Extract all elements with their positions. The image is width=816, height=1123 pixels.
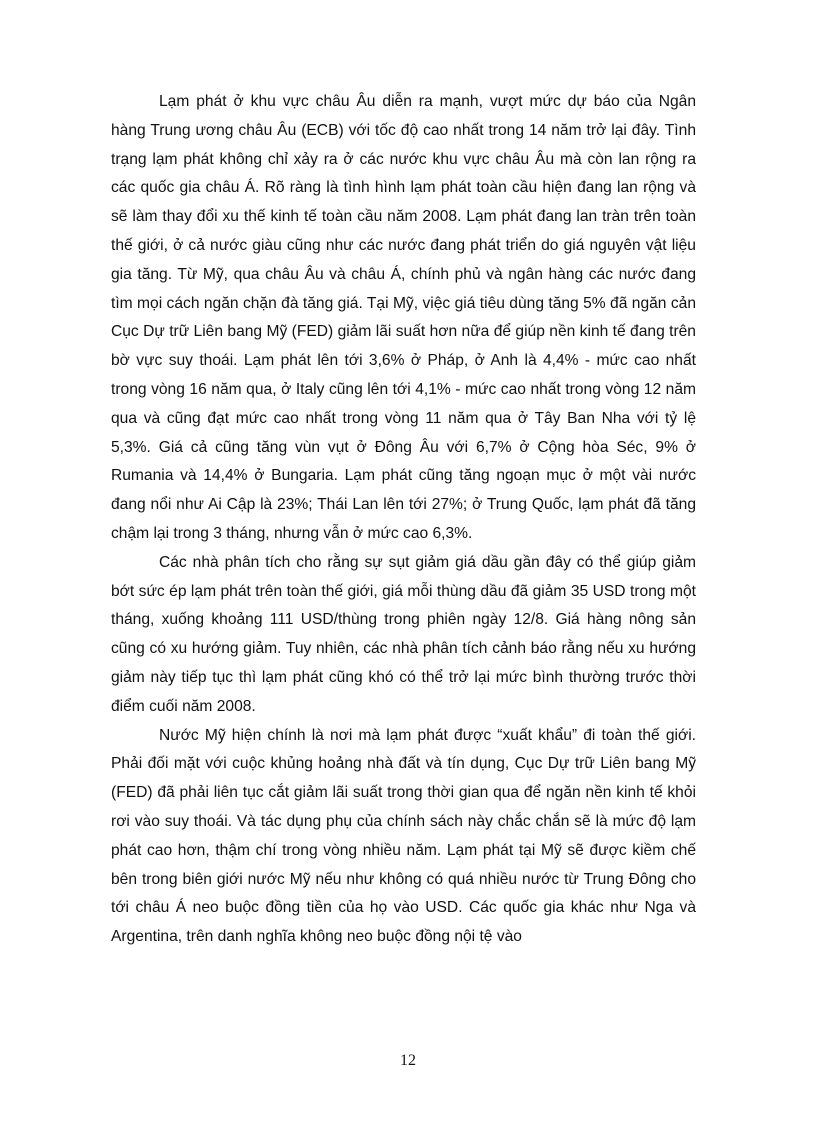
paragraph-3: Nước Mỹ hiện chính là nơi mà lạm phát được “xuất khẩu” đi toàn thế giới. Phải đối mặt với cuộc khủng hoảng nhà đất và tín dụng, Cục Dự trữ Liên bang Mỹ (FED) đã phải liên tục cắt giảm lãi suất trong thời gian qua để ngăn nền kinh tế khỏi rơi vào suy thoái. Và tác dụng phụ của chính sách này chắc chắn sẽ là mức độ lạm phát cao hơn, thậm chí trong vòng nhiều năm. Lạm phát tại Mỹ sẽ được kiềm chế bên trong biên giới nước Mỹ nếu như không có quá nhiều nước từ Trung Đông cho tới châu Á neo buộc đồng tiền của họ vào USD. Các quốc gia khác như Nga và Argentina, trên danh nghĩa không neo buộc đồng nội tệ vào: [111, 726, 696, 946]
paragraph-1: Lạm phát ở khu vực châu Âu diễn ra mạnh, vượt mức dự báo của Ngân hàng Trung ương châu Âu (ECB) với tốc độ cao nhất trong 14 năm trở lại đây. Tình trạng lạm phát không chỉ xảy ra ở các nước khu vực châu Âu mà còn lan rộng ra các quốc gia châu Á. Rõ ràng là tình hình lạm phát toàn cầu hiện đang lan rộng và sẽ làm thay đổi xu thế kinh tế toàn cầu năm 2008. Lạm phát đang lan tràn trên toàn thế giới, ở cả nước giàu cũng như các nước đang phát triển do giá nguyên vật liệu gia tăng. Từ Mỹ, qua châu Âu và châu Á, chính phủ và ngân hàng các nước đang tìm mọi cách ngăn chặn đà tăng giá. Tại Mỹ, việc giá tiêu dùng tăng 5% đã ngăn cản Cục Dự trữ Liên bang Mỹ (FED) giảm lãi suất hơn nữa để giúp nền kinh tế đang trên bờ vực suy thoái. Lạm phát lên tới 3,6% ở Pháp, ở Anh là 4,4% - mức cao nhất trong vòng 16 năm qua, ở Italy cũng lên tới 4,1% - mức cao nhất trong vòng 12 năm qua và cũng đạt mức cao nhất trong vòng 11 năm qua ở Tây Ban Nha với tỷ lệ 5,3%. Giá cả cũng tăng vùn vụt ở Đông Âu với 6,7% ở Cộng hòa Séc, 9% ở Rumania và 14,4% ở Bungaria. Lạm phát cũng tăng ngoạn mục ở một vài nước đang nổi như Ai Cập là 23%; Thái Lan lên tới 27%; ở Trung Quốc, lạm phát đã tăng chậm lại trong 3 tháng, nhưng vẫn ở mức cao 6,3%.: [111, 93, 696, 542]
body-text: [111, 88, 696, 952]
paragraph-2: Các nhà phân tích cho rằng sự sụt giảm giá dầu gần đây có thể giúp giảm bớt sức ép lạm phát trên toàn thế giới, giá mỗi thùng dầu đã giảm 35 USD trong một tháng, xuống khoảng 111 USD/thùng trong phiên ngày 12/8. Giá hàng nông sản cũng có xu hướng giảm. Tuy nhiên, các nhà phân tích cảnh báo rằng nếu xu hướng giảm này tiếp tục thì lạm phát cũng khó có thể trở lại mức bình thường trước thời điểm cuối năm 2008.: [111, 553, 696, 715]
page-number: 12: [400, 1052, 416, 1069]
